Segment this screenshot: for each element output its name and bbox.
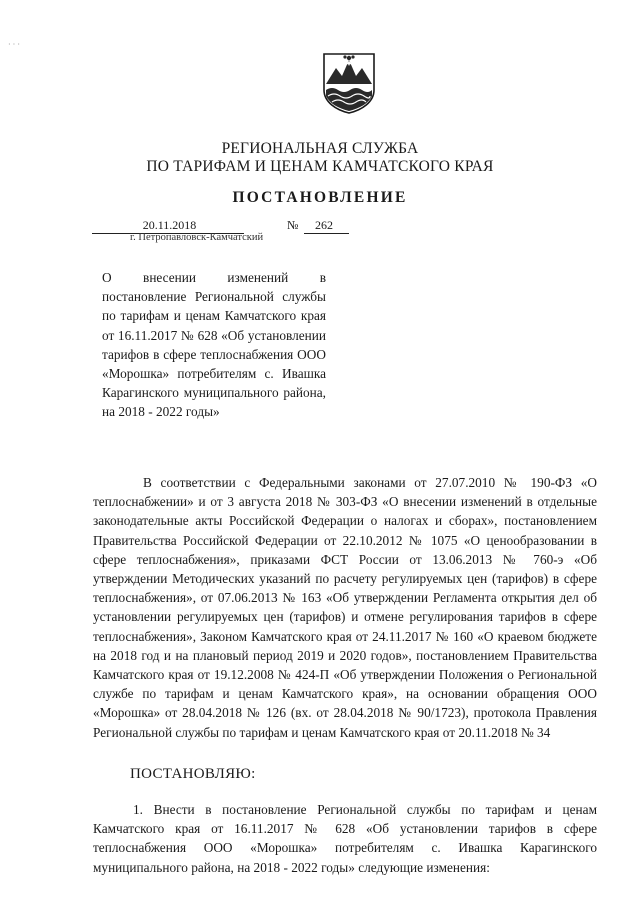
number-sign: № [287, 218, 299, 232]
decree-word: ПОСТАНОВЛЯЮ: [130, 766, 256, 782]
scan-artifact: · · · [8, 40, 20, 49]
document-type-title: ПОСТАНОВЛЕНИЕ [232, 189, 408, 206]
kamchatka-coat-of-arms-icon [320, 50, 378, 114]
organization-name-line-1: РЕГИОНАЛЬНАЯ СЛУЖБА [221, 140, 419, 157]
document-number: 262 [315, 218, 333, 232]
document-date: 20.11.2018 [142, 218, 197, 232]
document-subject: О внесении изменений в постановление Региональной службы по тарифам и ценам Камчатского края от 16.11.2017 № 628 «Об установлении тарифов в сфере теплоснабжения ООО «Морошка» потребителям с. Ивашка Карагинского муниципального района, на 2018 - 2022 годы» [102, 270, 326, 420]
document-city: г. Петропавловск-Камчатский [130, 232, 264, 243]
clause-1-paragraph: 1. Внести в постановление Региональной службы по тарифам и ценам Камчатского края от 16.11.2017 № 628 «Об установлении тарифов в сфере теплоснабжения ООО «Морошка» потребителям с. Ивашка Карагинского муниципального района, на 2018 - 2022 годы» следующие изменения: [93, 802, 597, 875]
organization-name-line-2: ПО ТАРИФАМ И ЦЕНАМ КАМЧАТСКОГО КРАЯ [146, 158, 494, 175]
number-underline [304, 233, 349, 234]
preamble-paragraph: В соответствии с Федеральными законами от 27.07.2010 № 190-ФЗ «О теплоснабжении» и от 3 августа 2018 № 303-ФЗ «О внесении изменений в отдельные законодательные акты Российской Федерации о налогах и сборах», постановлением Правительства Российской Федерации от 22.10.2012 № 1075 «О ценообразовании в сфере теплоснабжения», приказами ФСТ России от 13.06.2013 № 760-э «Об утверждении Методических указаний по расчету регулируемых цен (тарифов) в сфере теплоснабжения», от 07.06.2013 № 163 «Об утверждении Регламента открытия дел об установлении регулируемых цен (тарифов) и отмене регулирования тарифов в сфере теплоснабжения», Законом Камчатского края от 24.11.2017 № 160 «О краевом бюджете на 2018 год и на плановый период 2019 и 2020 годов», постановлением Правительства Камчатского края от 19.12.2008 № 424-П «Об утверждении Положения о Региональной службе по тарифам и ценам Камчатского края», на основании обращения ООО «Морошка» от 28.04.2018 № 126 (вх. от 28.04.2018 № 90/1723), протокола Правления Региональной службы по тарифам и ценам Камчатского края от 20.11.2018 № 34 [93, 475, 597, 740]
